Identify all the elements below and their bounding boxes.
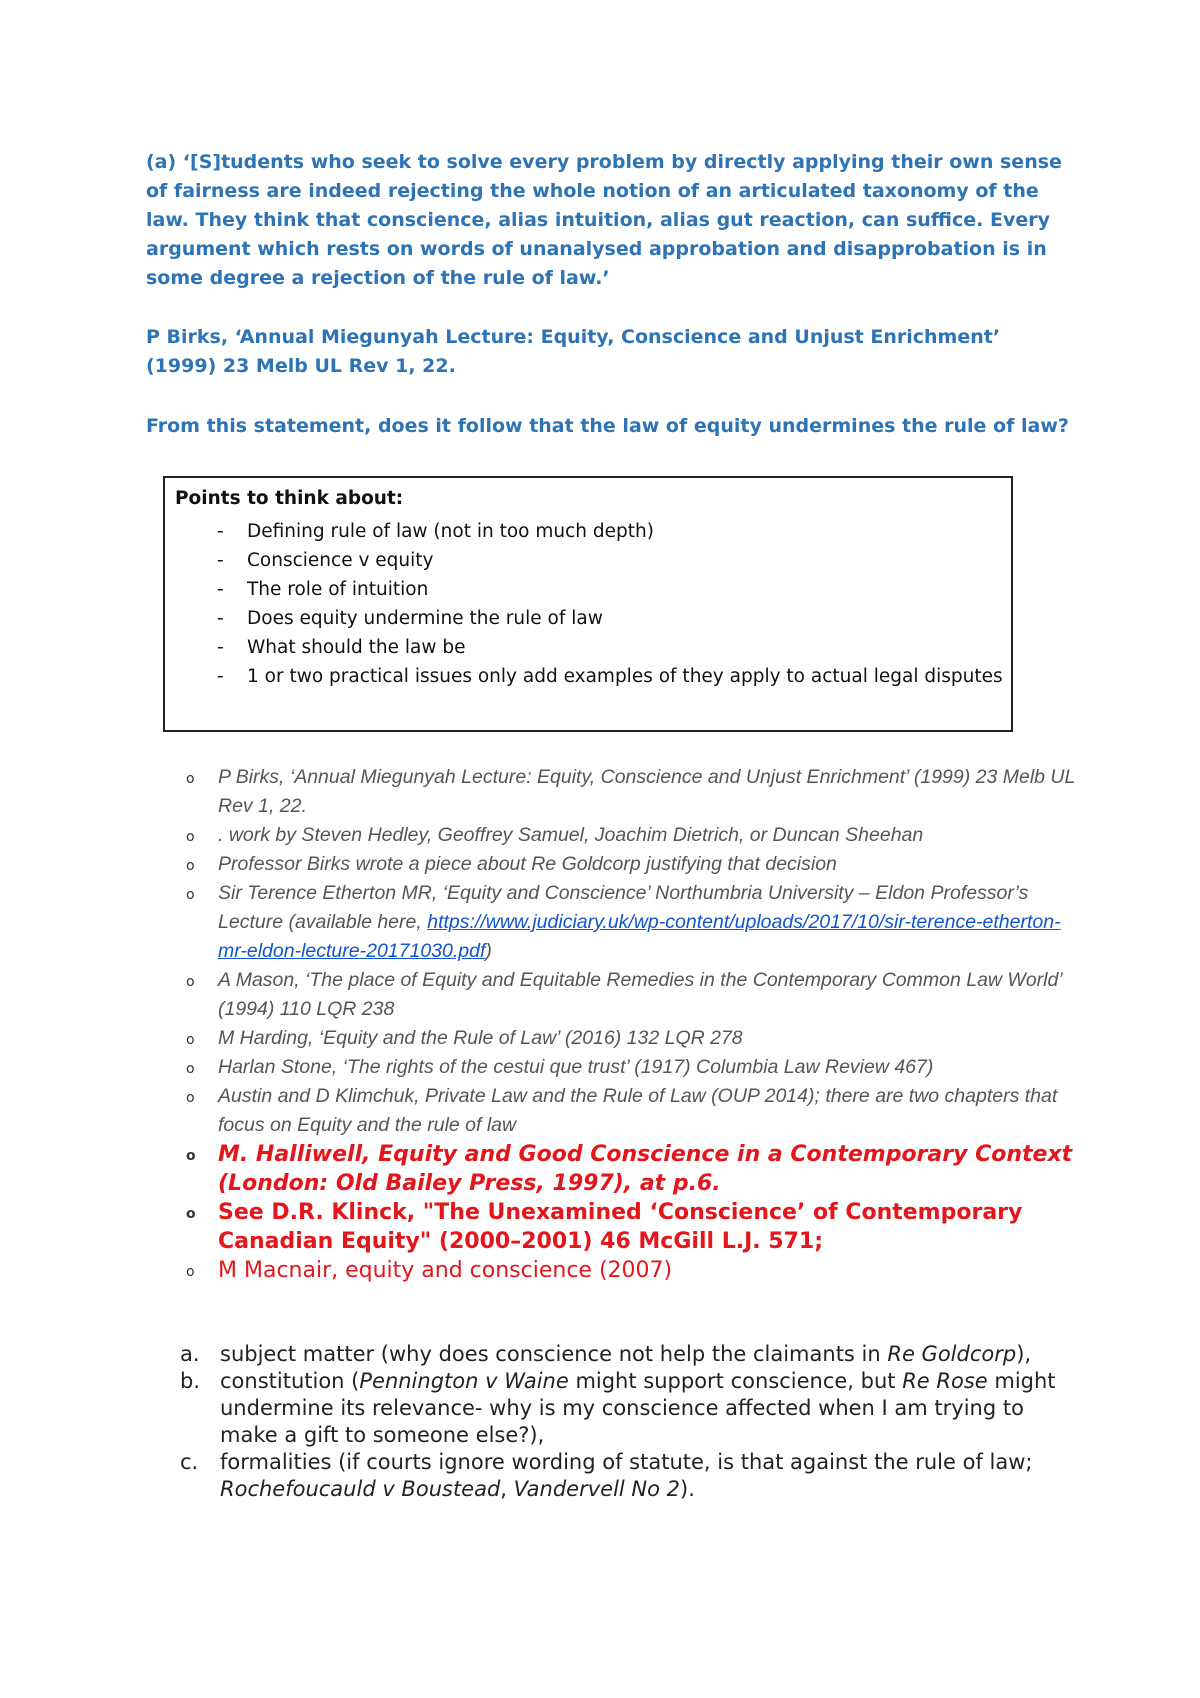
circle-bullet-icon: o bbox=[186, 1148, 196, 1164]
think-box-title: Points to think about: bbox=[175, 488, 404, 509]
list-item: - 1 or two practical issues only add examples of they apply to actual legal disputes bbox=[165, 662, 1005, 691]
reference-item: o Professor Birks wrote a piece about Re Goldcorp justifying that decision bbox=[186, 850, 1086, 879]
topic-item-b: b. constitution (Pennington v Waine might support conscience, but Re Rose might undermine its relevance- why is my conscience affected when I am trying to make a gift to someone else?), bbox=[180, 1369, 1056, 1447]
prompt-quote: (a) ‘[S]tudents who seek to solve every problem by directly applying their own sense of fairness are indeed rejecting the whole notion of an articulated taxonomy of the law. They think that conscience, alias intuition, alias gut reaction, can suffice. Every argument which rests on words of unanalysed approbation and disapprobation is in some degree a rejection of the rule of law.’ bbox=[146, 151, 1062, 289]
circle-bullet-icon: o bbox=[186, 974, 195, 990]
circle-bullet-icon: o bbox=[186, 858, 195, 874]
circle-bullet-icon: o bbox=[186, 771, 195, 787]
list-item: - What should the law be bbox=[165, 633, 1005, 662]
topic-item-a: a. subject matter (why does conscience not help the claimants in Re Goldcorp), bbox=[180, 1342, 1032, 1366]
circle-bullet-icon: o bbox=[186, 829, 195, 845]
judiciary-lecture-link[interactable]: https://www.judiciary.uk/wp-content/uploads/2017/10/sir-terence-etherton-mr-eldon-lecture-20171030.pdf bbox=[218, 911, 1061, 962]
points-to-think-about-box bbox=[163, 476, 1013, 732]
reference-item: o Harlan Stone, ‘The rights of the cestui que trust’ (1917) Columbia Law Review 467) bbox=[186, 1053, 1086, 1082]
reference-item-red: o See D.R. Klinck, "The Unexamined ‘Conscience’ of Contemporary Canadian Equity" (2000–2001) 46 McGill L.J. 571; bbox=[186, 1200, 1023, 1254]
list-item: - Conscience v equity bbox=[165, 546, 1005, 575]
reference-item: o Austin and D Klimchuk, Private Law and the Rule of Law (OUP 2014); there are two chapters that focus on Equity and the rule of law bbox=[186, 1085, 1058, 1136]
list-letter: a. bbox=[180, 1342, 200, 1366]
prompt-question: From this statement, does it follow that the law of equity undermines the rule of law? bbox=[146, 415, 1069, 437]
circle-bullet-icon: o bbox=[186, 1032, 195, 1048]
dash-bullet: - bbox=[217, 666, 224, 687]
dash-bullet: - bbox=[217, 579, 224, 600]
circle-bullet-icon: o bbox=[186, 1090, 195, 1106]
dash-bullet: - bbox=[217, 608, 224, 629]
reading-list bbox=[186, 763, 1086, 1285]
dash-bullet: - bbox=[217, 521, 224, 542]
reference-item: o M Harding, ‘Equity and the Rule of Law’ (2016) 132 LQR 278 bbox=[186, 1024, 1086, 1053]
reference-item: o . work by Steven Hedley, Geoffrey Samuel, Joachim Dietrich, or Duncan Sheehan bbox=[186, 821, 1086, 850]
topic-list bbox=[180, 1341, 1060, 1503]
circle-bullet-icon: o bbox=[186, 1061, 195, 1077]
list-letter: c. bbox=[180, 1450, 199, 1474]
list-letter: b. bbox=[180, 1369, 201, 1393]
list-item: - Does equity undermine the rule of law bbox=[165, 604, 1005, 633]
circle-bullet-icon: o bbox=[186, 1264, 195, 1280]
circle-bullet-icon: o bbox=[186, 1206, 196, 1222]
reference-item-red: o M. Halliwell, Equity and Good Conscience in a Contemporary Context (London: Old Bailey Press, 1997), at p.6. bbox=[186, 1142, 1073, 1196]
think-box-list bbox=[165, 517, 1005, 691]
circle-bullet-icon: o bbox=[186, 887, 195, 903]
list-item: - The role of intuition bbox=[165, 575, 1005, 604]
dash-bullet: - bbox=[217, 550, 224, 571]
prompt-citation: P Birks, ‘Annual Miegunyah Lecture: Equity, Conscience and Unjust Enrichment’ (1999) 23 Melb UL Rev 1, 22. bbox=[146, 326, 1001, 377]
reference-item: o P Birks, ‘Annual Miegunyah Lecture: Equity, Conscience and Unjust Enrichment’ (1999) 23 Melb UL Rev 1, 22. bbox=[186, 766, 1076, 817]
reference-item: o A Mason, ‘The place of Equity and Equitable Remedies in the Contemporary Common Law World’ (1994) 110 LQR 238 bbox=[186, 969, 1062, 1020]
reference-item-red: o M Macnair, equity and conscience (2007) bbox=[186, 1256, 1086, 1285]
reference-item-etherton: o Sir Terence Etherton MR, ‘Equity and Conscience’ Northumbria University – Eldon Professor’s Lecture (available here, https://www.judiciary.uk/wp-content/uploads/2017/10/sir-terence-etherton-mr-eldon-lecture-20171030.pdf) bbox=[186, 882, 1061, 962]
dash-bullet: - bbox=[217, 637, 224, 658]
list-item: - Defining rule of law (not in too much depth) bbox=[165, 517, 1005, 546]
topic-item-c: c. formalities (if courts ignore wording of statute, is that against the rule of law; Rochefoucauld v Boustead, Vandervell No 2). bbox=[180, 1450, 1033, 1501]
